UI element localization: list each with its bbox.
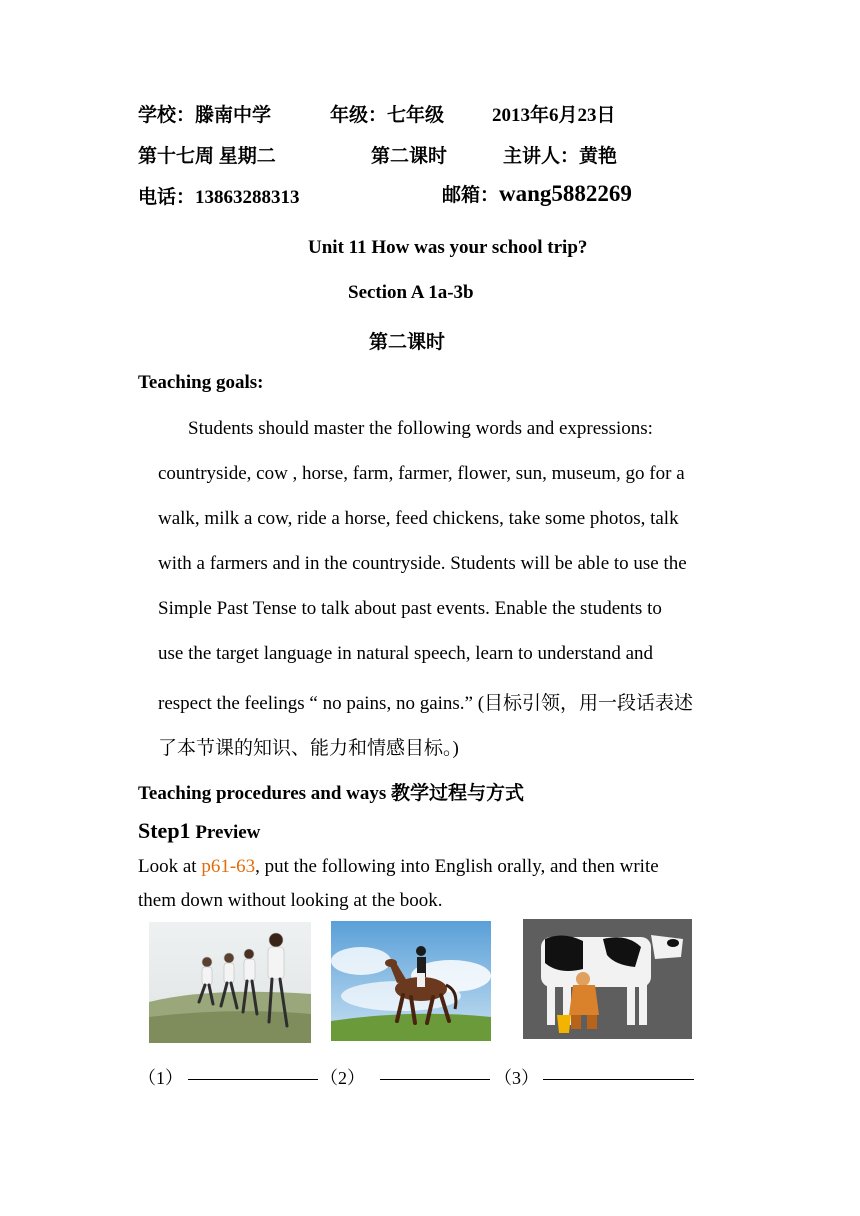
step1-heading xyxy=(138,818,260,844)
instruction-post: , put the following into English orally, and then write xyxy=(255,856,659,877)
goals-line: use the target language in natural speech, learn to understand and xyxy=(158,643,654,664)
phone-label: 电话：13863288313 xyxy=(138,187,300,208)
blank-3-label: （3） xyxy=(494,1068,539,1088)
grade-label: 年级：七年级 xyxy=(330,105,445,126)
step1-number: Step1 xyxy=(138,818,191,843)
goals-line: respect the feelings “ no pains, no gains.” (目标引领，用一段话表述 xyxy=(158,693,694,714)
procedures-heading: Teaching procedures and ways 教学过程与方式 xyxy=(138,783,525,804)
week-label: 第十七周 星期二 xyxy=(138,146,276,167)
email-label xyxy=(442,180,632,207)
page-reference-link[interactable]: p61-63 xyxy=(201,856,256,877)
instruction-pre: Look at xyxy=(138,856,202,877)
goals-line: with a farmers and in the countryside. Students will be able to use the xyxy=(158,553,687,574)
school-label: 学校：滕南中学 xyxy=(138,105,272,126)
walking-photo xyxy=(149,922,311,1043)
goals-line: walk, milk a cow, ride a horse, feed chickens, take some photos, talk xyxy=(158,508,679,529)
section-title: Section A 1a-3b xyxy=(348,282,474,303)
email-prefix: 邮箱： xyxy=(442,185,500,206)
blank-1-field[interactable] xyxy=(188,1063,318,1085)
goals-line: Students should master the following words and expressions: xyxy=(188,418,653,439)
step1-instruction xyxy=(138,856,659,878)
goals-line: countryside, cow , horse, farm, farmer, flower, sun, museum, go for a xyxy=(158,463,685,484)
blank-1-label: （1） xyxy=(138,1068,183,1088)
step1-title: Preview xyxy=(190,822,261,843)
milking-cow-photo xyxy=(523,919,692,1039)
date-label: 2013年6月23日 xyxy=(492,105,616,126)
goals-line: 了本节课的知识、能力和情感目标。) xyxy=(158,738,459,759)
email-value: wang5882269 xyxy=(499,181,632,206)
period-title: 第二课时 xyxy=(369,332,446,353)
goals-heading: Teaching goals: xyxy=(138,372,264,393)
blank-2-field[interactable] xyxy=(380,1063,490,1085)
unit-title: Unit 11 How was your school trip? xyxy=(308,237,588,258)
blank-3-field[interactable] xyxy=(543,1063,694,1085)
speaker-label: 主讲人：黄艳 xyxy=(503,146,618,167)
step1-instruction-line2: them down without looking at the book. xyxy=(138,890,443,911)
lesson-label: 第二课时 xyxy=(371,146,448,167)
goals-line: Simple Past Tense to talk about past events. Enable the students to xyxy=(158,598,662,619)
blank-2-label: （2） xyxy=(320,1068,365,1088)
horse-riding-photo xyxy=(331,921,491,1041)
